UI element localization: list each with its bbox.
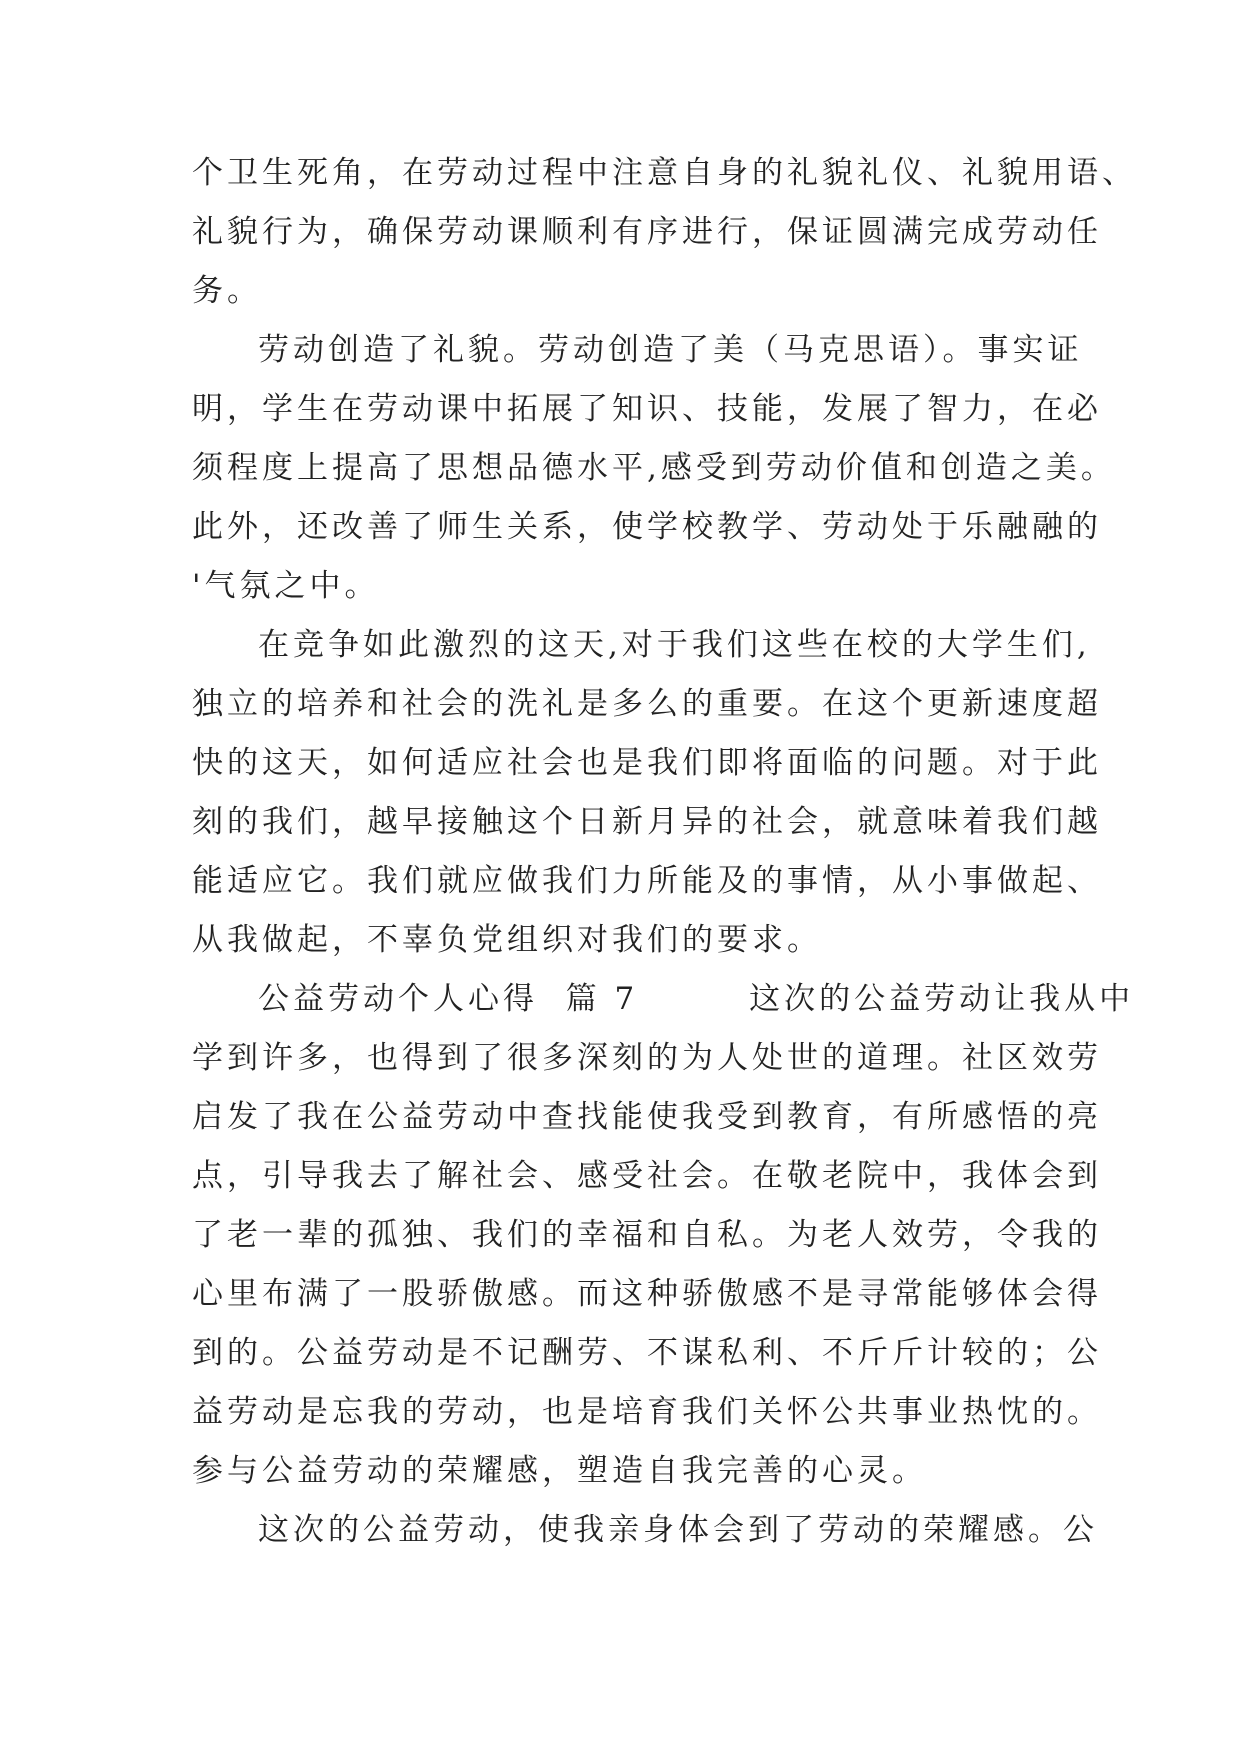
text-line: 个卫生死角，在劳动过程中注意自身的礼貌礼仪、礼貌用语、 <box>192 155 1137 191</box>
text-line: '气氛之中。 <box>192 568 380 604</box>
text-line: 刻的我们，越早接触这个日新月异的社会，就意味着我们越 <box>192 804 1102 840</box>
text-line: 在竞争如此激烈的这天,对于我们这些在校的大学生们, <box>258 627 1091 663</box>
text-line: 务。 <box>192 273 262 309</box>
text-line: 礼貌行为，确保劳动课顺利有序进行，保证圆满完成劳动任 <box>192 214 1102 250</box>
paragraph-1 <box>192 144 1137 321</box>
text-line: 明，学生在劳动课中拓展了知识、技能，发展了智力，在必 <box>192 391 1102 427</box>
text-line: 劳动创造了礼貌。劳动创造了美（马克思语）。事实证 <box>258 332 1083 368</box>
text-line: 从我做起，不辜负党组织对我们的要求。 <box>192 922 822 958</box>
paragraph-5 <box>192 1501 1098 1560</box>
paragraph-3 <box>192 616 1102 970</box>
text-line: 益劳动是忘我的劳动，也是培育我们关怀公共事业热忱的。 <box>192 1394 1102 1430</box>
text-line: 能适应它。我们就应做我们力所能及的事情，从小事做起、 <box>192 863 1102 899</box>
text-line: 须程度上提高了思想品德水平,感受到劳动价值和创造之美。 <box>192 450 1116 486</box>
text-line: 到的。公益劳动是不记酬劳、不谋私利、不斤斤计较的；公 <box>192 1335 1102 1371</box>
text-line: 这次的公益劳动，使我亲身体会到了劳动的荣耀感。公 <box>258 1512 1098 1548</box>
text-line: 学到许多，也得到了很多深刻的为人处世的道理。社区效劳 <box>192 1040 1102 1076</box>
paragraph-4 <box>192 970 1135 1501</box>
text-line: 点，引导我去了解社会、感受社会。在敬老院中，我体会到 <box>192 1158 1102 1194</box>
text-line: 此外，还改善了师生关系，使学校教学、劳动处于乐融融的 <box>192 509 1102 545</box>
text-line: 了老一辈的孤独、我们的幸福和自私。为老人效劳，令我的 <box>192 1217 1102 1253</box>
text-line: 快的这天，如何适应社会也是我们即将面临的问题。对于此 <box>192 745 1102 781</box>
text-line: 独立的培养和社会的洗礼是多么的重要。在这个更新速度超 <box>192 686 1102 722</box>
document-body <box>192 144 1137 1560</box>
section-heading-line: 公益劳动个人心得 篇 7 这次的公益劳动让我从中 <box>258 981 1135 1017</box>
text-line: 参与公益劳动的荣耀感，塑造自我完善的心灵。 <box>192 1453 927 1489</box>
paragraph-2 <box>192 321 1116 616</box>
text-line: 启发了我在公益劳动中查找能使我受到教育，有所感悟的亮 <box>192 1099 1102 1135</box>
text-line: 心里布满了一股骄傲感。而这种骄傲感不是寻常能够体会得 <box>192 1276 1102 1312</box>
